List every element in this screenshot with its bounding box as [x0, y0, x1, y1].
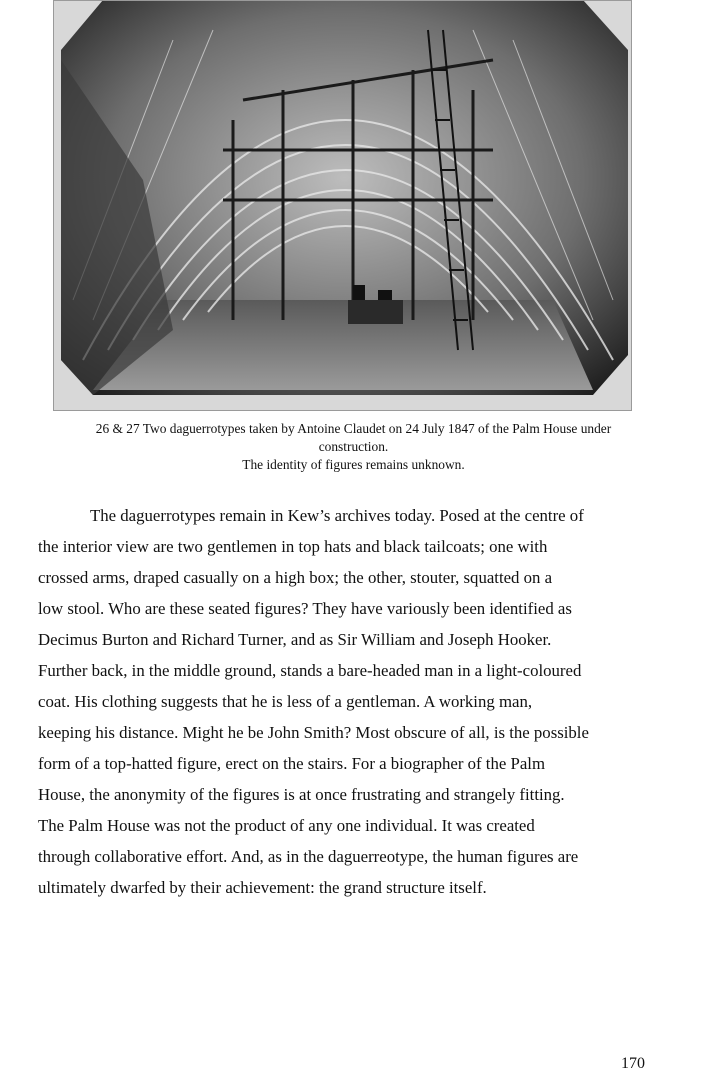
text-line: Further back, in the middle ground, stands a bare-headed man in a light-coloured [38, 661, 582, 680]
text-line: Decimus Burton and Richard Turner, and as Sir William and Joseph Hooker. [38, 630, 552, 649]
body-paragraph [38, 500, 648, 903]
text-line: through collaborative effort. And, as in the daguerreotype, the human figures are [38, 847, 579, 866]
daguerreotype-image [53, 0, 632, 411]
figure-caption [30, 420, 677, 474]
caption-line: construction. [318, 439, 389, 454]
text-line: The daguerrotypes remain in Kew’s archives today. Posed at the centre of [90, 506, 584, 525]
text-line: ultimately dwarfed by their achievement: the grand structure itself. [38, 878, 487, 897]
text-line: low stool. Who are these seated figures? They have variously been identified as [38, 599, 572, 618]
text-line: the interior view are two gentlemen in top hats and black tailcoats; one with [38, 537, 548, 556]
text-line: keeping his distance. Might he be John Smith? Most obscure of all, is the possible [38, 723, 589, 742]
text-line: crossed arms, draped casually on a high box; the other, stouter, squatted on a [38, 568, 553, 587]
text-line: form of a top-hatted figure, erect on the stairs. For a biographer of the Palm [38, 754, 546, 773]
caption-line: The identity of figures remains unknown. [242, 457, 465, 472]
text-line: The Palm House was not the product of any one individual. It was created [38, 816, 535, 835]
text-line: House, the anonymity of the figures is at once frustrating and strangely fitting. [38, 785, 565, 804]
page-number: 170 [621, 1055, 645, 1072]
caption-line: 26 & 27 Two daguerrotypes taken by Antoine Claudet on 24 July 1847 of the Palm House under [95, 421, 612, 436]
text-line: coat. His clothing suggests that he is less of a gentleman. A working man, [38, 692, 533, 711]
daguerreotype-photo [53, 0, 632, 411]
